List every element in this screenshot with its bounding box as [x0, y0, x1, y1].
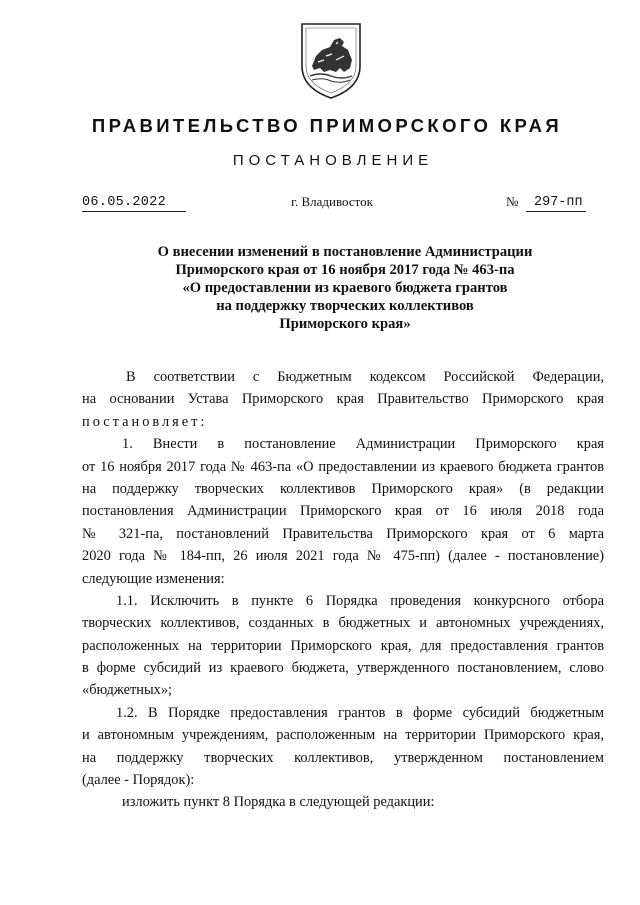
body-line: расположенных на территории Приморского края, для предоставления грантов	[82, 637, 604, 654]
body-line: в форме субсидий из краевого бюджета, утвержденного постановлением, слово	[82, 660, 604, 677]
title-line: О внесении изменений в постановление Администрации	[157, 244, 533, 260]
body-line: 2020 года № 184-пп, 26 июля 2021 года № 475-пп) (далее - постановление)	[82, 548, 604, 565]
document-body	[82, 366, 604, 814]
body-line: (далее - Порядок):	[82, 772, 195, 789]
title-line: Приморского края»	[279, 316, 411, 332]
body-line: следующие изменения:	[82, 570, 225, 587]
document-title	[110, 243, 580, 333]
organization-name: ПРАВИТЕЛЬСТВО ПРИМОРСКОГО КРАЯ	[91, 115, 563, 136]
title-line: Приморского края от 16 ноября 2017 года № 463-па	[175, 262, 515, 278]
body-line: 1.1. Исключить в пункте 6 Порядка проведения конкурсного отбора	[116, 592, 604, 609]
body-line: на основании Устава Приморского края Правительство Приморского края	[82, 391, 604, 408]
document-city: г. Владивосток	[291, 194, 373, 209]
body-line: постановляет:	[82, 413, 208, 430]
body-line: постановления Администрации Приморского края от 16 июля 2018 года	[82, 503, 604, 520]
document-date: 06.05.2022	[82, 195, 186, 212]
document-number: 297-пп	[526, 195, 586, 212]
body-line: на поддержку творческих коллективов, утвержденном постановлением	[82, 749, 604, 766]
title-line: «О предоставлении из краевого бюджета грантов	[182, 280, 508, 296]
title-line: на поддержку творческих коллективов	[216, 298, 474, 314]
body-line: на поддержку творческих коллективов Приморского края» (в редакции	[82, 480, 604, 497]
body-line: 1.2. В Порядке предоставления грантов в форме субсидий бюджетным	[116, 704, 604, 721]
body-line: 1. Внести в постановление Администрации Приморского края	[122, 436, 604, 453]
body-line: творческих коллективов, созданных в бюджетных и автономных учреждениях,	[82, 615, 604, 632]
number-sign: №	[506, 194, 519, 209]
body-line: № 321-па, постановлений Правительства Приморского края от 6 марта	[82, 525, 604, 542]
document-type: ПОСТАНОВЛЕНИЕ	[232, 152, 434, 169]
coat-of-arms-emblem	[296, 20, 366, 100]
body-line: «бюджетных»;	[82, 682, 173, 699]
body-line: В соответствии с Бюджетным кодексом Российской Федерации,	[126, 369, 604, 385]
body-line: изложить пункт 8 Порядка в следующей редакции:	[122, 794, 435, 811]
body-line: от 16 ноября 2017 года № 463-па «О предоставлении из краевого бюджета грантов	[82, 458, 604, 475]
body-line: и автономным учреждениям, расположенным на территории Приморского края,	[82, 727, 604, 744]
